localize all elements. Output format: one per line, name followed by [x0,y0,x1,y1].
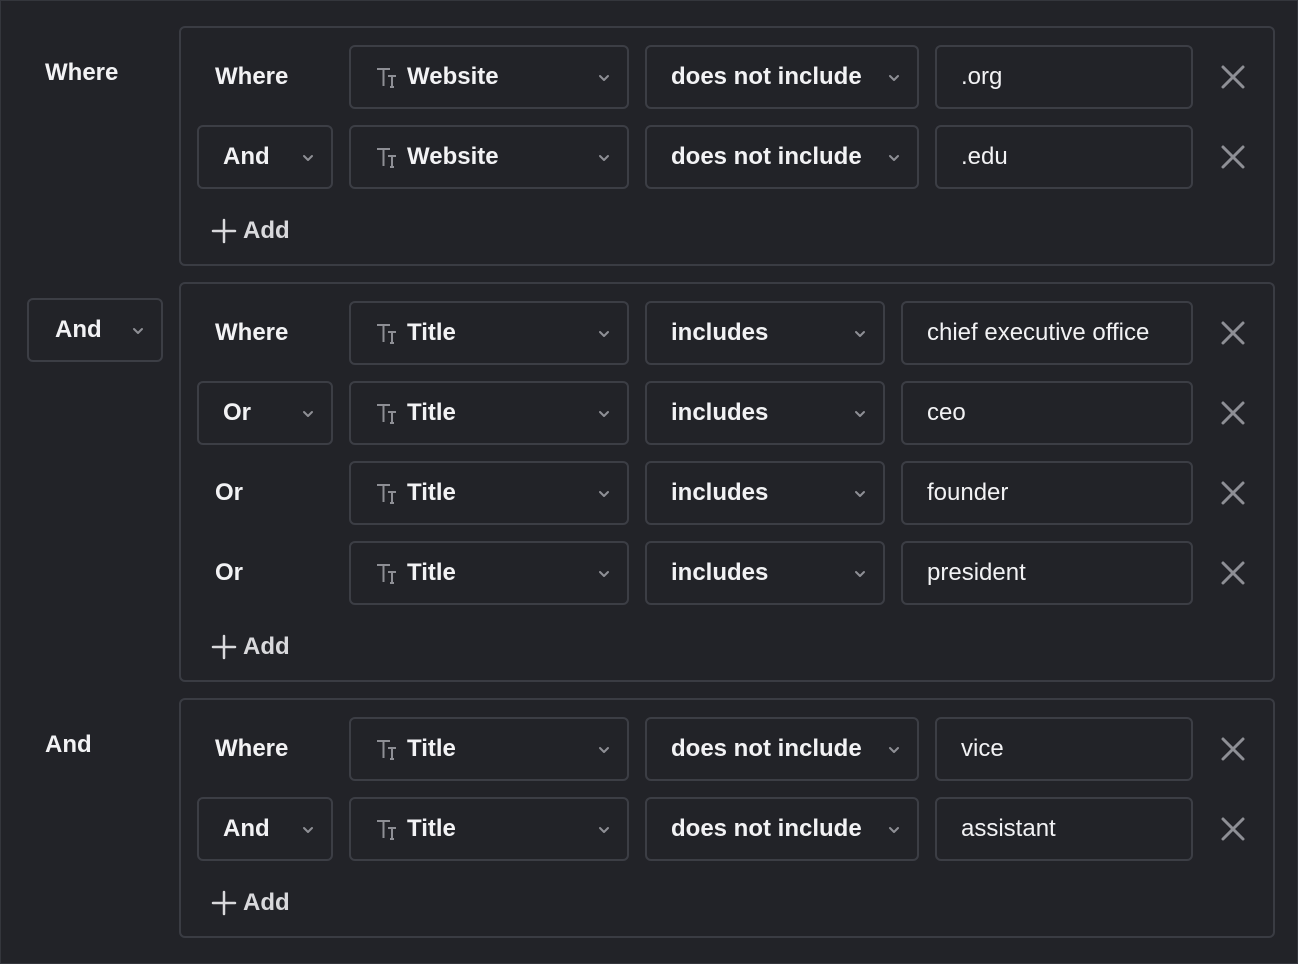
conjunction-label: Where [215,319,289,346]
operator-select-value: includes [671,479,769,506]
chevron-down-icon [853,569,867,579]
chevron-down-icon [887,153,901,163]
field-select-value: Title [407,479,456,506]
filter-group-3 [179,698,1275,938]
value-input[interactable] [901,461,1193,525]
value-input[interactable] [935,125,1193,189]
conjunction-select[interactable] [197,381,333,445]
add-filter-label: Add [243,889,290,916]
text-type-icon [375,736,399,762]
conjunction-select-value: Or [223,399,252,426]
field-select[interactable] [349,381,629,445]
conjunction-label: Where [215,735,289,762]
operator-select[interactable] [645,125,919,189]
chevron-down-icon [597,153,611,163]
field-select-value: Title [407,559,456,586]
operator-select[interactable] [645,717,919,781]
filter-row [181,797,1273,861]
value-input[interactable] [901,541,1193,605]
operator-select[interactable] [645,381,885,445]
operator-select-value: does not include [671,63,862,90]
chevron-down-icon [597,409,611,419]
plus-icon [211,218,237,244]
chevron-down-icon [597,745,611,755]
outer-where-label: Where [45,59,119,86]
text-type-icon [375,480,399,506]
text-type-icon [375,320,399,346]
text-type-icon [375,816,399,842]
value-input-text: .edu [961,143,1008,170]
chevron-down-icon [597,73,611,83]
chevron-down-icon [597,329,611,339]
chevron-down-icon [887,745,901,755]
value-input[interactable] [901,381,1193,445]
chevron-down-icon [853,409,867,419]
text-type-icon [375,64,399,90]
operator-select[interactable] [645,45,919,109]
conjunction-select-value: And [223,143,270,170]
operator-select-value: does not include [671,735,862,762]
outer-conjunction-value: And [55,316,102,343]
chevron-down-icon [301,153,315,163]
field-select[interactable] [349,717,629,781]
value-input[interactable] [935,717,1193,781]
chevron-down-icon [853,489,867,499]
chevron-down-icon [131,326,145,336]
chevron-down-icon [597,825,611,835]
chevron-down-icon [301,409,315,419]
filter-row [181,541,1273,605]
field-select[interactable] [349,125,629,189]
field-select[interactable] [349,301,629,365]
operator-select[interactable] [645,797,919,861]
chevron-down-icon [887,825,901,835]
operator-select[interactable] [645,541,885,605]
filter-group-1 [179,26,1275,266]
filter-row [181,461,1273,525]
chevron-down-icon [853,329,867,339]
close-icon[interactable] [1219,559,1247,587]
text-type-icon [375,560,399,586]
value-input-text: chief executive office [927,319,1150,346]
filter-group-2 [179,282,1275,682]
outer-and-label: And [45,731,92,758]
operator-select[interactable] [645,301,885,365]
outer-conjunction-select[interactable] [27,298,163,362]
filter-row [181,125,1273,189]
value-input-text: vice [961,735,1004,762]
value-input[interactable] [935,45,1193,109]
close-icon[interactable] [1219,479,1247,507]
operator-select-value: does not include [671,143,862,170]
add-filter-button[interactable] [211,629,290,665]
value-input-text: .org [961,63,1003,90]
chevron-down-icon [597,489,611,499]
field-select-value: Website [407,143,499,170]
conjunction-select[interactable] [197,797,333,861]
operator-select-value: includes [671,559,769,586]
field-select-value: Title [407,399,456,426]
field-select-value: Title [407,319,456,346]
chevron-down-icon [887,73,901,83]
value-input-text: president [927,559,1026,586]
field-select[interactable] [349,461,629,525]
conjunction-select-value: And [223,815,270,842]
field-select-value: Title [407,815,456,842]
text-type-icon [375,400,399,426]
conjunction-select[interactable] [197,125,333,189]
conjunction-label: Or [215,559,244,586]
close-icon[interactable] [1219,143,1247,171]
operator-select-value: does not include [671,815,862,842]
filter-row [181,301,1273,365]
close-icon[interactable] [1219,399,1247,427]
conjunction-label: Or [215,479,244,506]
plus-icon [211,634,237,660]
field-select[interactable] [349,45,629,109]
field-select-value: Website [407,63,499,90]
filter-row [181,717,1273,781]
operator-select[interactable] [645,461,885,525]
add-filter-button[interactable] [211,885,290,921]
conjunction-label: Where [215,63,289,90]
operator-select-value: includes [671,399,769,426]
value-input[interactable] [935,797,1193,861]
close-icon[interactable] [1219,319,1247,347]
filter-row [181,45,1273,109]
close-icon[interactable] [1219,735,1247,763]
field-select[interactable] [349,797,629,861]
plus-icon [211,890,237,916]
close-icon[interactable] [1219,63,1247,91]
value-input-text: founder [927,479,1009,506]
close-icon[interactable] [1219,815,1247,843]
text-type-icon [375,144,399,170]
value-input-text: assistant [961,815,1056,842]
value-input-text: ceo [927,399,966,426]
field-select[interactable] [349,541,629,605]
filter-row [181,381,1273,445]
add-filter-label: Add [243,217,290,244]
chevron-down-icon [597,569,611,579]
add-filter-label: Add [243,633,290,660]
add-filter-button[interactable] [211,213,290,249]
value-input[interactable] [901,301,1193,365]
chevron-down-icon [301,825,315,835]
operator-select-value: includes [671,319,769,346]
field-select-value: Title [407,735,456,762]
